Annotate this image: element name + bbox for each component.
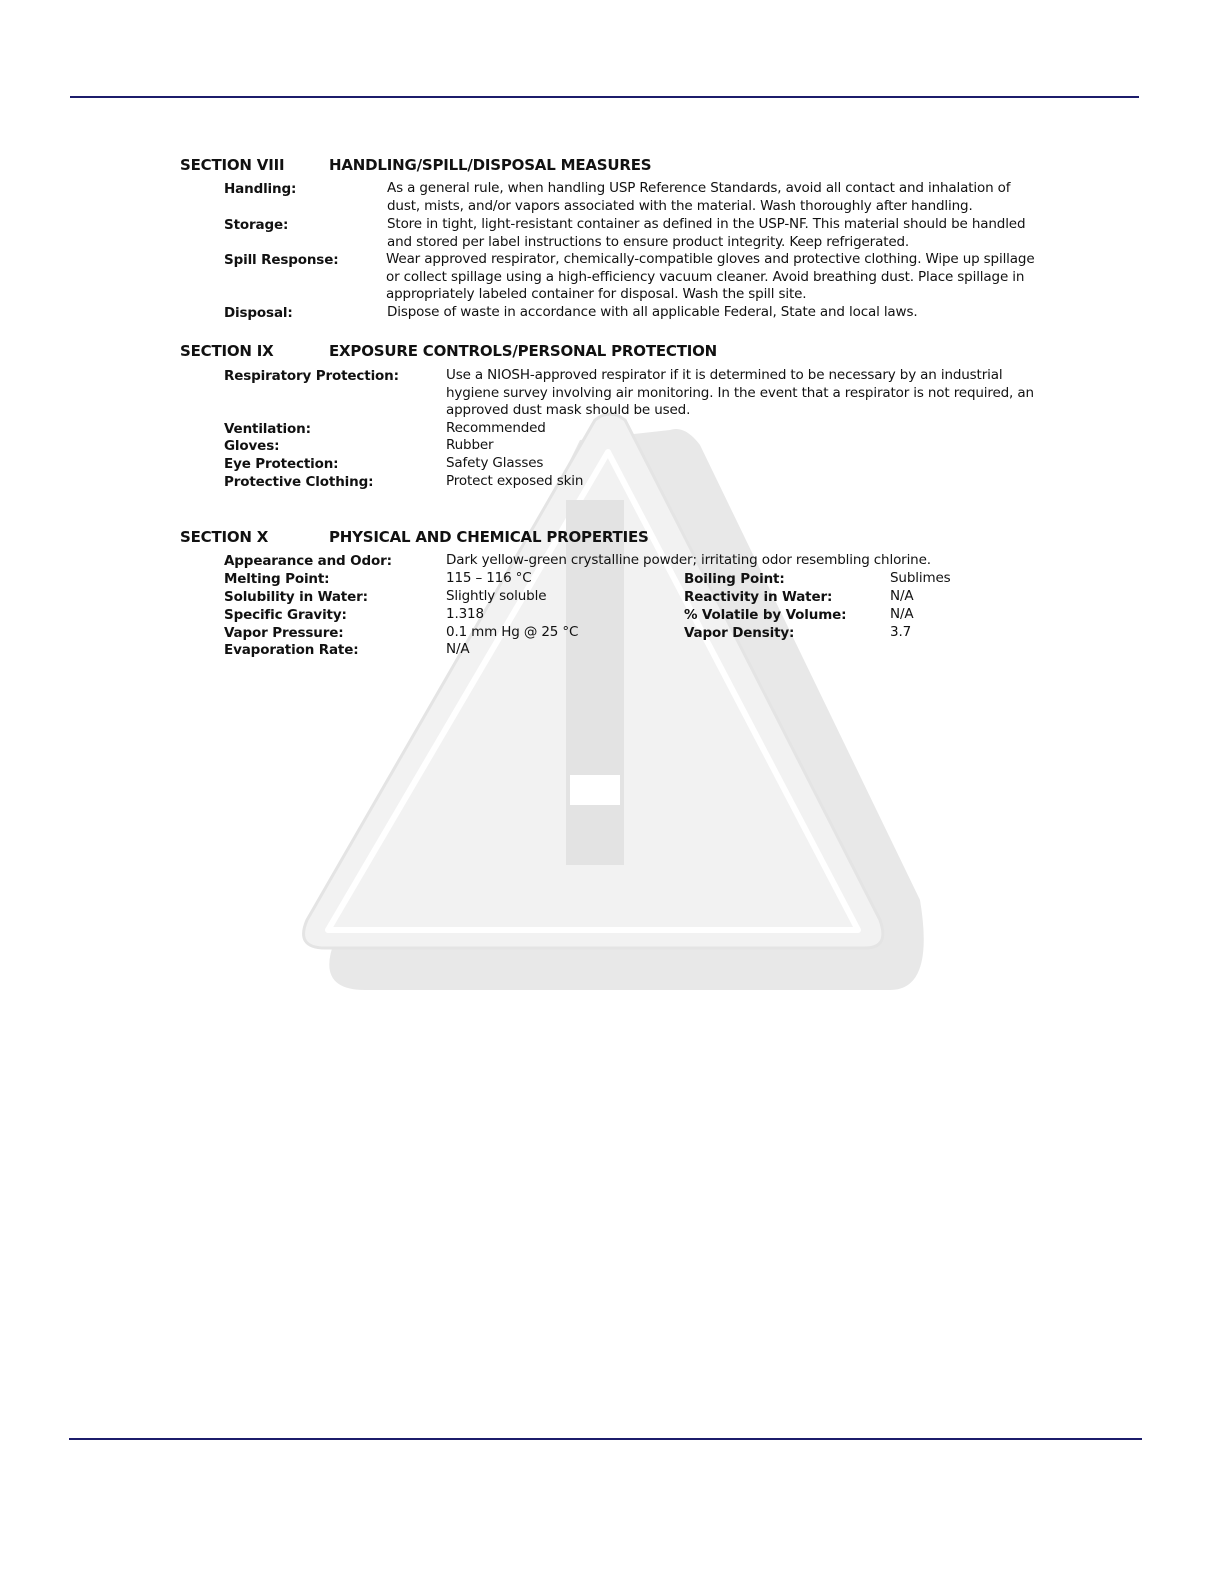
handling-value: As a general rule, when handling USP Reference Standards, avoid all contact and inhalation of dust, mists, and/or vapors associated with the material. Wash thoroughly after handling. [387,180,1011,214]
evaporation-rate-value: N/A [446,641,470,657]
disposal-value: Dispose of waste in accordance with all applicable Federal, State and local laws. [387,304,918,320]
header-rule [70,96,1139,98]
solubility-value: Slightly soluble [446,588,547,604]
vapor-density-label: Vapor Density: [684,625,795,641]
gloves-label: Gloves: [224,438,280,454]
evaporation-rate-label: Evaporation Rate: [224,642,359,658]
respiratory-protection-label: Respiratory Protection: [224,368,399,384]
boiling-point-value: Sublimes [890,570,951,586]
solubility-label: Solubility in Water: [224,589,368,605]
storage-value: Store in tight, light-resistant container as defined in the USP-NF. This material should be handled and stored per label instructions to ensure product integrity. Keep refrigerated. [387,216,1026,250]
reactivity-value: N/A [890,588,914,604]
melting-point-value: 115 – 116 °C [446,570,532,586]
specific-gravity-value: 1.318 [446,606,484,622]
section-8-title: HANDLING/SPILL/DISPOSAL MEASURES [329,156,652,174]
protective-clothing-value: Protect exposed skin [446,473,584,489]
vapor-pressure-value: 0.1 mm Hg @ 25 °C [446,624,579,640]
gloves-value: Rubber [446,437,494,453]
boiling-point-label: Boiling Point: [684,571,785,587]
spill-response-value: Wear approved respirator, chemically-compatible gloves and protective clothing. Wipe up spillage or collect spillage using a high-efficiency vacuum cleaner. Avoid breathing dust. Place spillage in appropriately labeled container for disposal. Wash the spill site. [386,251,1035,303]
handling-label: Handling: [224,181,297,197]
melting-point-label: Melting Point: [224,571,330,587]
vapor-density-value: 3.7 [890,624,912,640]
storage-label: Storage: [224,217,289,233]
footer-rule [69,1438,1142,1440]
section-10-number: SECTION X [180,528,269,546]
respiratory-protection-value: Use a NIOSH-approved respirator if it is determined to be necessary by an industrial hygiene survey involving air monitoring. In the event that a respirator is not required, an approved dust mask should be used. [446,367,1034,419]
specific-gravity-label: Specific Gravity: [224,607,347,623]
ventilation-value: Recommended [446,420,546,436]
disposal-label: Disposal: [224,305,293,321]
appearance-label: Appearance and Odor: [224,553,392,569]
warning-triangle-icon [280,400,940,1000]
section-9-number: SECTION IX [180,342,274,360]
section-8-number: SECTION VIII [180,156,285,174]
section-10-title: PHYSICAL AND CHEMICAL PROPERTIES [329,528,649,546]
eye-protection-value: Safety Glasses [446,455,544,471]
eye-protection-label: Eye Protection: [224,456,339,472]
volatile-value: N/A [890,606,914,622]
spill-response-label: Spill Response: [224,252,339,268]
protective-clothing-label: Protective Clothing: [224,474,374,490]
volatile-label: % Volatile by Volume: [684,607,847,623]
ventilation-label: Ventilation: [224,421,311,437]
reactivity-label: Reactivity in Water: [684,589,833,605]
vapor-pressure-label: Vapor Pressure: [224,625,344,641]
section-9-title: EXPOSURE CONTROLS/PERSONAL PROTECTION [329,342,718,360]
appearance-value: Dark yellow-green crystalline powder; irritating odor resembling chlorine. [446,552,931,568]
